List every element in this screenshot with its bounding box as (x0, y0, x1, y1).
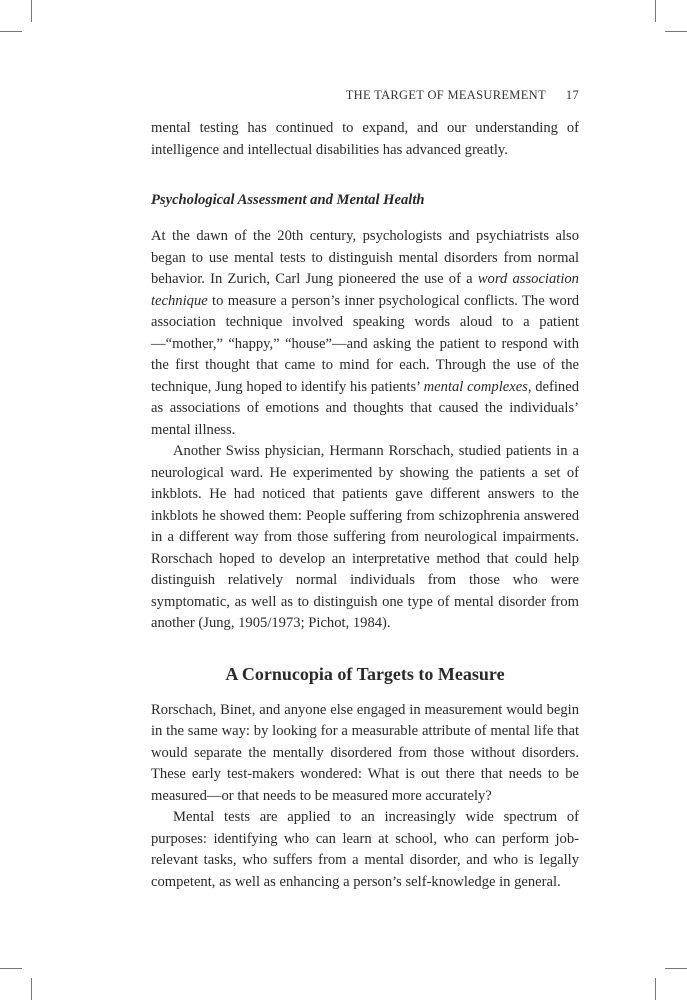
crop-mark-bottom-right-horizontal (665, 968, 687, 969)
running-head (346, 88, 579, 103)
body-text (151, 118, 579, 893)
crop-mark-bottom-left-horizontal (0, 968, 22, 969)
paragraph-section-1: Rorschach, Binet, and anyone else engaged in measurement would begin in the same way: by looking for a measurable attribute of mental life that would separate the mentally disordered from those without disorders. These early test-makers wondered: What is out there that needs to be measured—or that needs to be measured more accurately? (151, 701, 579, 804)
crop-mark-top-right-horizontal (665, 31, 687, 32)
paragraph-jung (151, 226, 579, 441)
crop-mark-top-left (31, 0, 32, 22)
section-heading: A Cornucopia of Targets to Measure (225, 663, 505, 684)
paragraph-jung-part-b: to measure a person’s inner psychological conflicts. The word association technique involved speaking words aloud to a patient—“mother,” “happy,” “house”—and asking the patient to respond with the first thought that came to mind for each. Through the use of the technique, Jung hoped to identify his patients’ (151, 292, 579, 395)
running-head-title: THE TARGET OF MEASUREMENT (345, 88, 546, 102)
crop-mark-top-left-horizontal (0, 31, 22, 32)
paragraph-section-2: Mental tests are applied to an increasingly wide spectrum of purposes: identifying who can learn at school, who can perform job-relevant tasks, who suffers from a mental disorder, and who is legally competent, as well as enhancing a person’s self-knowledge in general. (151, 809, 579, 890)
paragraph-rorschach: Another Swiss physician, Hermann Rorschach, studied patients in a neurological ward. He experimented by showing the patients a set of inkblots. He had noticed that patients gave different answers to the inkblots he showed them: People suffering from schizophrenia answered in a different way from those suffering from neurological impairments. Rorschach hoped to develop an interpretative method that could help distinguish relatively normal individuals from those who were symptomatic, as well as to distinguish one type of mental disorder from another (Jung, 1905/1973; Pichot, 1984). (151, 443, 579, 631)
page-number: 17 (565, 88, 579, 102)
term-word-association-technique: word association technique (151, 271, 579, 309)
crop-mark-top-right (655, 0, 656, 22)
crop-mark-bottom-right (655, 978, 656, 1000)
subheading: Psychological Assessment and Mental Health (151, 192, 425, 208)
crop-mark-bottom-left (31, 978, 32, 1000)
paragraph-jung-part-a: At the dawn of the 20th century, psychologists and psychiatrists also began to use mental tests to distinguish mental disorders from normal behavior. In Zurich, Carl Jung pioneered the use of a (151, 228, 579, 287)
paragraph-jung-part-c: , defined as associations of emotions and thoughts that caused the individuals’ mental illness. (151, 378, 580, 438)
term-mental-complexes: mental complexes (423, 378, 528, 395)
paragraph-intro: mental testing has continued to expand, and our understanding of intelligence and intellectual disabilities has advanced greatly. (151, 120, 579, 158)
